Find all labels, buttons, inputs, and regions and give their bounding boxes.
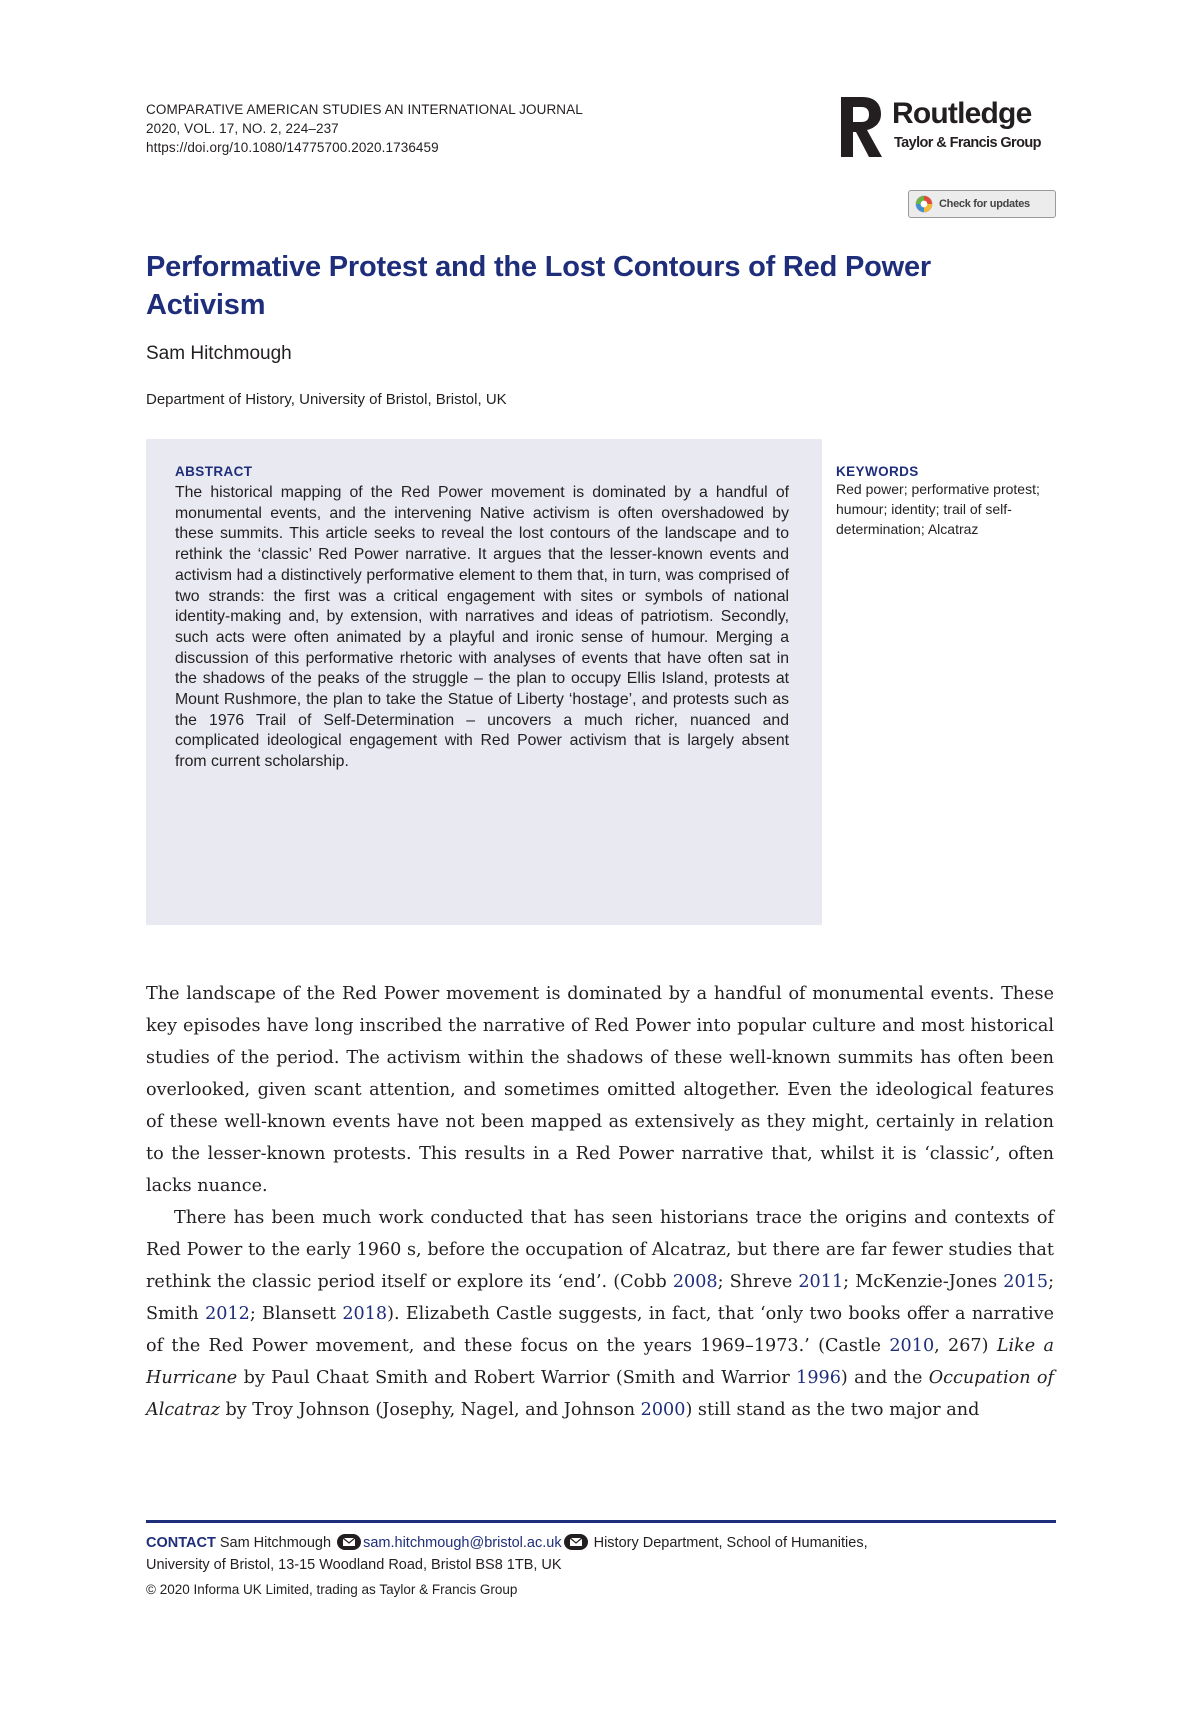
- body-paragraph-2: There has been much work conducted that has seen historians trace the origins and contexts of Red Power to the early 1960 s, before the occupation of Alcatraz, but there are far fewer studies that rethink the classic period itself or explore its ‘end’. (Cobb 2008; Shreve 2011; McKenzie-Jones 2015; Smith 2012; Blansett 2018). Elizabeth Castle suggests, in fact, that ‘only two books offer a narrative of the Red Power movement, and these focus on the years 1969–1973.’ (Castle 2010, 267) Like a Hurricane by Paul Chaat Smith and Robert Warrior (Smith and Warrior 1996) and the Occupation of Alcatraz by Troy Johnson (Josephy, Nagel, and Johnson 2000) still stand as the two major and: [146, 1208, 1055, 1420]
- keywords-heading: KEYWORDS: [836, 464, 919, 479]
- journal-name: COMPARATIVE AMERICAN STUDIES AN INTERNATIONAL JOURNAL: [146, 102, 583, 117]
- contact-email-link[interactable]: sam.hitchmough@bristol.ac.uk: [363, 1535, 562, 1551]
- abstract-text: The historical mapping of the Red Power movement is dominated by a handful of monumental events, and the intervening Native activism is often overshadowed by these summits. This article seeks to reveal the lost contours of the landscape and to rethink the ‘classic’ Red Power narrative. It argues that the lesser-known events and activism had a distinctively performative element to them that, in turn, was comprised of two strands: the first was a critical engagement with sites or symbols of national identity-making and, by extension, with narratives and ideas of patriotism. Secondly, such acts were often animated by a playful and ironic sense of humour. Merging a discussion of this performative rhetoric with analyses of events that have often sat in the shadows of the peaks of the struggle – the plan to occupy Ellis Island, protests at Mount Rushmore, the plan to take the Statue of Liberty ‘hostage’, and protests such as the 1976 Trail of Self-Determination – uncovers a much richer, nuanced and complicated ideological engagement with Red Power activism that is largely absent from current scholarship.: [175, 484, 789, 771]
- copyright-notice: © 2020 Informa UK Limited, trading as Taylor & Francis Group: [146, 1582, 518, 1597]
- article-author[interactable]: Sam Hitchmough: [146, 343, 292, 364]
- abstract-box: [146, 439, 822, 925]
- citation-link[interactable]: 2008: [672, 1272, 718, 1292]
- crossmark-icon: [915, 195, 933, 213]
- citation-link[interactable]: 2015: [1003, 1272, 1049, 1292]
- publisher-group: Taylor & Francis Group: [894, 135, 1041, 151]
- contact-name: Sam Hitchmough: [219, 1535, 332, 1551]
- citation-link[interactable]: 1996: [796, 1368, 841, 1388]
- publisher-name: Routledge: [892, 97, 1032, 130]
- journal-doi[interactable]: https://doi.org/10.1080/14775700.2020.1736459: [146, 140, 439, 155]
- contact-info: [146, 1532, 1056, 1576]
- article-body: [146, 978, 1054, 1426]
- check-for-updates-button[interactable]: [908, 190, 1056, 218]
- citation-link[interactable]: 2012: [205, 1304, 250, 1324]
- abstract-heading: ABSTRACT: [175, 464, 253, 479]
- book-title: Like a Hurricane: [146, 1336, 1054, 1388]
- check-for-updates-label: Check for updates: [939, 198, 1030, 210]
- book-title: Occupation of Alcatraz: [146, 1368, 1055, 1420]
- publisher-logo[interactable]: [838, 93, 1058, 161]
- email-icon: [337, 1534, 361, 1550]
- contact-address-line2: University of Bristol, 13-15 Woodland Road, Bristol BS8 1TB, UK: [146, 1557, 562, 1573]
- citation-link[interactable]: 2011: [798, 1272, 844, 1292]
- contact-address-line1: History Department, School of Humanities,: [593, 1535, 868, 1551]
- address-icon: [564, 1534, 588, 1550]
- citation-link[interactable]: 2000: [640, 1400, 686, 1420]
- keywords-text: Red power; performative protest; humour; identity; trail of self-determination; Alcatraz: [836, 481, 1040, 537]
- body-paragraph-1: The landscape of the Red Power movement is dominated by a handful of monumental events. These key episodes have long inscribed the narrative of Red Power into popular culture and most historical studies of the period. The activism within the shadows of these well-known summits has often been overlooked, given scant attention, and sometimes omitted altogether. Even the ideological features of these well-known events have not been mapped as extensively as they might, certainly in relation to the lesser-known protests. This results in a Red Power narrative that, whilst it is ‘classic’, often lacks nuance.: [146, 984, 1054, 1196]
- article-title: Performative Protest and the Lost Contours of Red Power Activism: [146, 251, 931, 321]
- citation-link[interactable]: 2018: [342, 1304, 388, 1324]
- citation-link[interactable]: 2010: [889, 1336, 935, 1356]
- journal-header: [146, 100, 583, 157]
- routledge-logo-icon: [838, 93, 884, 161]
- keywords-section: [836, 464, 1046, 539]
- footer-divider: [146, 1520, 1056, 1523]
- contact-label: CONTACT: [146, 1535, 216, 1551]
- journal-volume: 2020, VOL. 17, NO. 2, 224–237: [146, 121, 339, 136]
- author-affiliation: Department of History, University of Bristol, Bristol, UK: [146, 391, 507, 408]
